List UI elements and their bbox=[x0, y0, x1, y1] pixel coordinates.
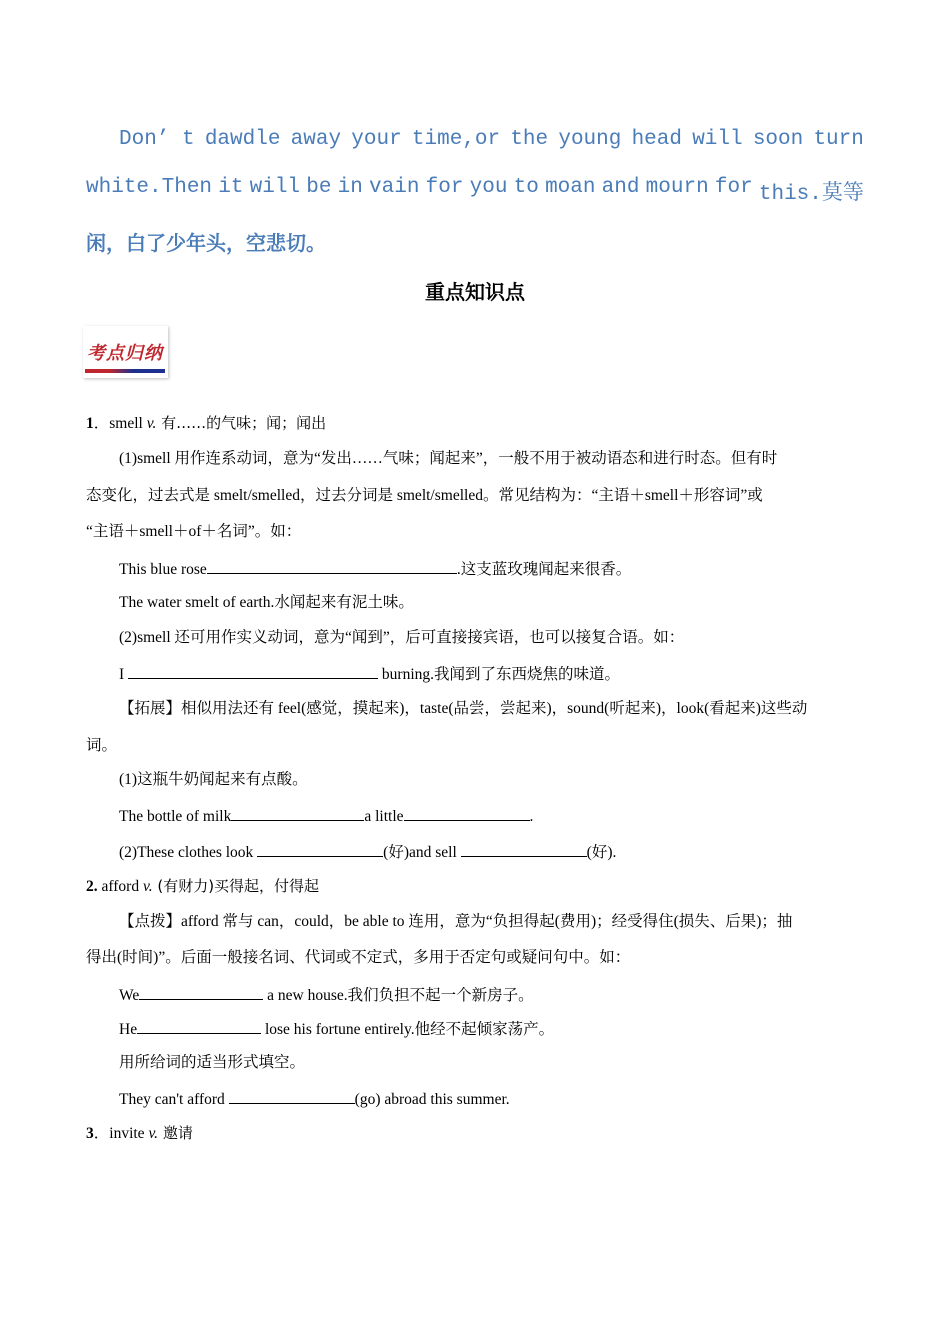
fill-blank[interactable] bbox=[207, 558, 457, 574]
item-1-para-1b: 态变化，过去式是 smelt/smelled，过去分词是 smelt/smelled。常见结构为：“主语＋smell＋形容词”或 bbox=[86, 487, 763, 504]
quote-word: vain bbox=[369, 176, 420, 199]
quote-word: dawdle bbox=[204, 128, 281, 151]
quote-word: it bbox=[218, 176, 244, 199]
example-line: The water smelt of earth.水闻起来有泥土味。 bbox=[119, 594, 414, 611]
quote-word: your bbox=[351, 128, 402, 151]
quote-word: the bbox=[510, 128, 549, 151]
quote-word: moan bbox=[545, 176, 596, 199]
quote-word: soon bbox=[752, 128, 804, 151]
fill-blank[interactable] bbox=[461, 841, 587, 857]
example-line: This blue rose .这支蓝玫瑰闻起来很香。 bbox=[119, 558, 631, 580]
quote-word: you bbox=[469, 176, 508, 199]
fill-blank[interactable] bbox=[128, 663, 378, 679]
quote-word: will bbox=[249, 176, 301, 199]
badge-label: 考点归纳 bbox=[87, 343, 163, 364]
fill-blank[interactable] bbox=[257, 841, 383, 857]
quote-word: away bbox=[290, 128, 342, 151]
extension-note: 【拓展】相似用法还有 feel(感觉，摸起来)，taste(品尝，尝起来)，sound(听起来)，look(看起来)这些动 bbox=[119, 700, 808, 717]
practice-line: The bottle of milk a little . bbox=[119, 805, 533, 827]
fill-blank[interactable] bbox=[229, 1088, 355, 1104]
page-title: 重点知识点 bbox=[425, 280, 525, 304]
practice-line: (2)These clothes look (好)and sell (好). bbox=[119, 841, 616, 863]
tip-note-cont: 得出(时间)”。后面一般接名词、代词或不定式，多用于否定句或疑问句中。如： bbox=[86, 949, 631, 966]
fill-blank[interactable] bbox=[231, 805, 364, 821]
example-line: We a new house.我们负担不起一个新房子。 bbox=[119, 984, 534, 1006]
section-badge bbox=[83, 326, 168, 378]
item-1-title: 1．smell v. 有……的气味；闻；闻出 bbox=[86, 414, 327, 432]
fill-blank[interactable] bbox=[137, 1018, 261, 1034]
quote-word: in bbox=[337, 176, 363, 199]
extension-note-cont: 词。 bbox=[86, 737, 118, 754]
quote-line-2 bbox=[86, 176, 864, 206]
quote-word: for bbox=[714, 176, 753, 199]
quote-line-1 bbox=[86, 128, 864, 151]
practice-question: (1)这瓶牛奶闻起来有点酸。 bbox=[119, 771, 308, 788]
badge-underline bbox=[85, 369, 165, 373]
quote-word: and bbox=[601, 176, 640, 199]
fill-blank[interactable] bbox=[139, 984, 263, 1000]
item-1-para-1a: (1)smell 用作连系动词，意为“发出……气味；闻起来”，一般不用于被动语态和进行时态。但有时 bbox=[119, 450, 778, 467]
quote-word: to bbox=[513, 176, 539, 199]
quote-word: mourn bbox=[645, 176, 709, 199]
instruction: 用所给词的适当形式填空。 bbox=[119, 1054, 306, 1071]
item-3-title: 3．invite v. 邀请 bbox=[86, 1124, 193, 1142]
quote-word: white.Then bbox=[86, 176, 213, 199]
quote-word: time,or bbox=[411, 128, 501, 151]
item-1-para-1c: “主语＋smell＋of＋名词”。如： bbox=[86, 523, 302, 540]
tip-note: 【点拨】afford 常与 can，could，be able to 连用，意为“负担得起(费用)；经受得住(损失、后果)；抽 bbox=[119, 913, 793, 930]
quote-word: will bbox=[692, 128, 743, 151]
example-line: I burning.我闻到了东西烧焦的味道。 bbox=[119, 663, 620, 685]
quote-word: Don’ t bbox=[119, 128, 195, 151]
example-line: He lose his fortune entirely.他经不起倾家荡产。 bbox=[119, 1018, 554, 1040]
quote-word: head bbox=[631, 128, 682, 151]
quote-word: for bbox=[425, 176, 464, 199]
quote-word: turn bbox=[813, 128, 864, 151]
quote-word: be bbox=[306, 176, 332, 199]
item-1-para-2: (2)smell 还可用作实义动词，意为“闻到”，后可直接接宾语，也可以接复合语。如： bbox=[119, 629, 685, 646]
fill-blank[interactable] bbox=[404, 805, 530, 821]
quote-word: young bbox=[558, 128, 622, 151]
quote-line-3: 闲，白了少年头，空悲切。 bbox=[86, 231, 326, 255]
quote-word: this.莫等 bbox=[758, 183, 864, 206]
item-2-title: 2. afford v. (有财力)买得起，付得起 bbox=[86, 877, 320, 895]
practice-line: They can't afford (go) abroad this summer. bbox=[119, 1088, 510, 1110]
